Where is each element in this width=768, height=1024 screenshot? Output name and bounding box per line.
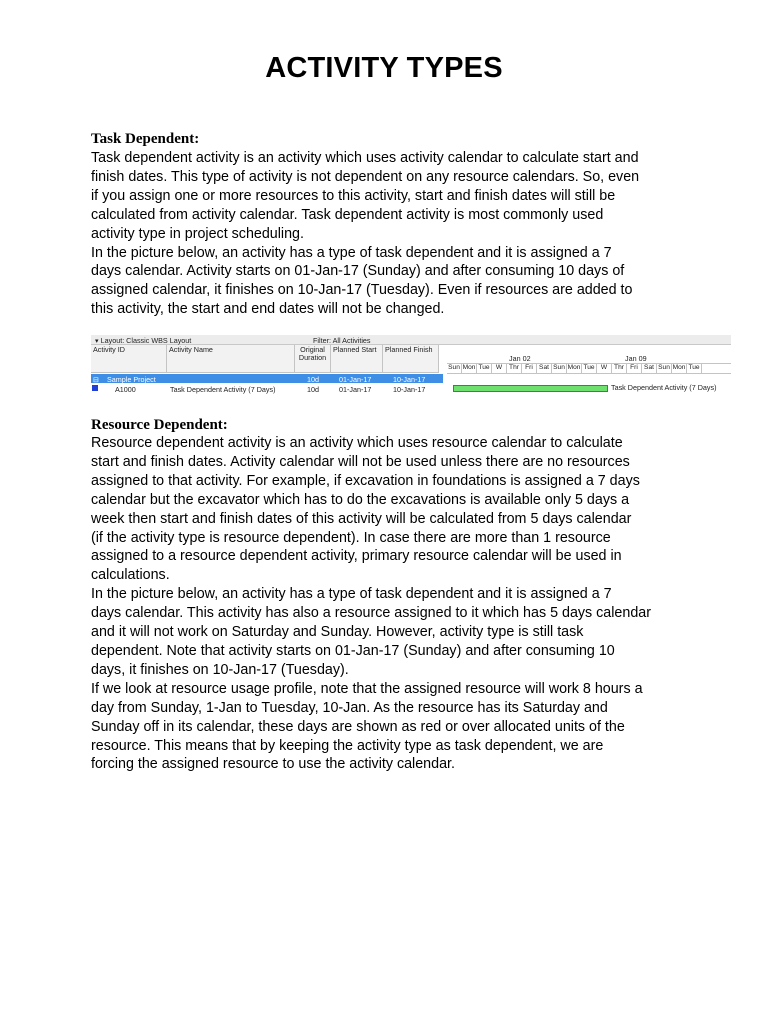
text-line: (if the activity type is resource dependent). In case there are more than 1 resource xyxy=(91,529,611,546)
day-label: Tue xyxy=(477,364,492,373)
week-label: Jan 09 xyxy=(625,354,647,363)
text-line: if you assign one or more resources to this activity, start and finish dates will still be xyxy=(91,187,616,204)
gantt-activity-bar[interactable] xyxy=(453,385,608,392)
cell-planned-finish: 10-Jan-17 xyxy=(393,375,426,384)
column-header-activity-id: Activity ID xyxy=(91,345,167,373)
column-header-planned-start: Planned Start xyxy=(331,345,383,373)
gantt-bar-label: Task Dependent Activity (7 Days) xyxy=(611,383,717,392)
layout-label-text: Layout: Classic WBS Layout xyxy=(100,336,192,345)
text-line: Task dependent activity is an activity which uses activity calendar to calculate start and xyxy=(91,150,639,166)
text-line: week then start and finish dates of this activity will be calculated from 5 days calendar xyxy=(91,510,632,527)
cell-duration: 10d xyxy=(307,375,319,384)
section-heading-task-dependent: Task Dependent: xyxy=(91,131,200,147)
cell-planned-finish: 10-Jan-17 xyxy=(393,385,426,394)
day-label: Sun xyxy=(447,364,462,373)
filter-label: Filter: All Activities xyxy=(313,336,371,345)
layout-label: ▾ Layout: Classic WBS Layout xyxy=(95,336,192,345)
week-label: Jan 02 xyxy=(509,354,531,363)
day-label: Sat xyxy=(642,364,657,373)
page-title: ACTIVITY TYPES xyxy=(265,52,503,84)
cell-duration: 10d xyxy=(307,385,319,394)
gantt-day-header xyxy=(447,364,731,374)
text-line: If we look at resource usage profile, note that the assigned resource will work 8 hours a xyxy=(91,680,643,697)
day-label: Sat xyxy=(537,364,552,373)
layout-bar xyxy=(91,335,731,345)
day-label: W xyxy=(597,364,612,373)
table-row[interactable] xyxy=(91,384,443,393)
day-label: W xyxy=(492,364,507,373)
text-line: Resource dependent activity is an activity which uses resource calendar to calculate xyxy=(91,435,623,451)
text-line: activity type in project scheduling. xyxy=(91,225,304,242)
cell-planned-start: 01-Jan-17 xyxy=(339,385,372,394)
paragraph-task-dependent xyxy=(91,149,691,319)
text-line: assigned to that activity. For example, if excavation in foundations is assigned a 7 days xyxy=(91,472,640,489)
text-line: resource. This means that by keeping the activity type as task dependent, we are xyxy=(91,737,604,754)
text-line: Sunday off in its calendar, these days are shown as red or over allocated units of the xyxy=(91,718,625,735)
text-line: calculations. xyxy=(91,567,170,584)
text-line: start and finish dates. Activity calendar will not be used unless there are no resources xyxy=(91,453,630,470)
text-line: forcing the assigned resource to use the activity calendar. xyxy=(91,756,455,773)
section-heading-resource-dependent: Resource Dependent: xyxy=(91,417,228,433)
text-line: days calendar. This activity has also a resource assigned to it which has 5 days calendar xyxy=(91,605,652,622)
column-header-activity-name: Activity Name xyxy=(167,345,295,373)
text-line: assigned to a resource dependent activity, primary resource calendar will be used in xyxy=(91,548,622,565)
day-label: Thr xyxy=(507,364,522,373)
text-line: calculated from activity calendar. Task dependent activity is most commonly used xyxy=(91,206,604,223)
schedule-screenshot xyxy=(91,335,731,397)
text-line: dependent. Note that activity starts on 01-Jan-17 (Sunday) and after consuming 10 xyxy=(91,642,615,659)
gantt-week-header xyxy=(447,354,731,364)
text-line: days calendar. Activity starts on 01-Jan-17 (Sunday) and after consuming 10 days of xyxy=(91,263,625,280)
text-line: this activity, the start and end dates will not be changed. xyxy=(91,301,445,318)
text-line: In the picture below, an activity has a type of task dependent and it is assigned a 7 xyxy=(91,244,612,261)
text-line: assigned calendar, it finishes on 10-Jan-17 (Tuesday). Even if resources are added to xyxy=(91,282,633,299)
text-line: and it will not work on Saturday and Sunday. However, activity type is still task xyxy=(91,624,584,641)
wbs-marker-icon xyxy=(92,385,98,391)
cell-activity-name: Task Dependent Activity (7 Days) xyxy=(170,385,276,394)
gantt-chart xyxy=(447,345,731,397)
day-label: Mon xyxy=(462,364,476,371)
table-row[interactable] xyxy=(91,374,443,383)
text-line: days, it finishes on 10-Jan-17 (Tuesday). xyxy=(91,661,349,678)
day-label: Tue xyxy=(582,364,597,373)
text-line: day from Sunday, 1-Jan to Tuesday, 10-Jan. As the resource has its Saturday and xyxy=(91,699,608,716)
day-label: Mon xyxy=(567,364,581,371)
column-header-original-duration: Original Duration xyxy=(295,345,331,373)
cell-activity-id: Sample Project xyxy=(107,375,156,384)
day-label: Fri xyxy=(522,364,537,373)
text-line: calendar but the excavator which has to do the excavations is available only 5 days a xyxy=(91,491,630,508)
cell-activity-id: A1000 xyxy=(115,385,136,394)
expand-icon[interactable]: ⊟ xyxy=(93,375,100,384)
paragraph-resource-dependent xyxy=(91,434,691,774)
day-label: Fri xyxy=(627,364,642,373)
day-label: Tue xyxy=(687,364,702,373)
text-line: finish dates. This type of activity is not dependent on any resource calendars. So, even xyxy=(91,168,640,185)
text-line: In the picture below, an activity has a type of task dependent and it is assigned a 7 xyxy=(91,586,612,603)
cell-planned-start: 01-Jan-17 xyxy=(339,375,372,384)
day-label: Mon xyxy=(672,364,686,371)
column-header-planned-finish: Planned Finish xyxy=(383,345,439,373)
day-label: Thr xyxy=(612,364,627,373)
day-label: Sun xyxy=(552,364,567,373)
day-label: Sun xyxy=(657,364,672,373)
